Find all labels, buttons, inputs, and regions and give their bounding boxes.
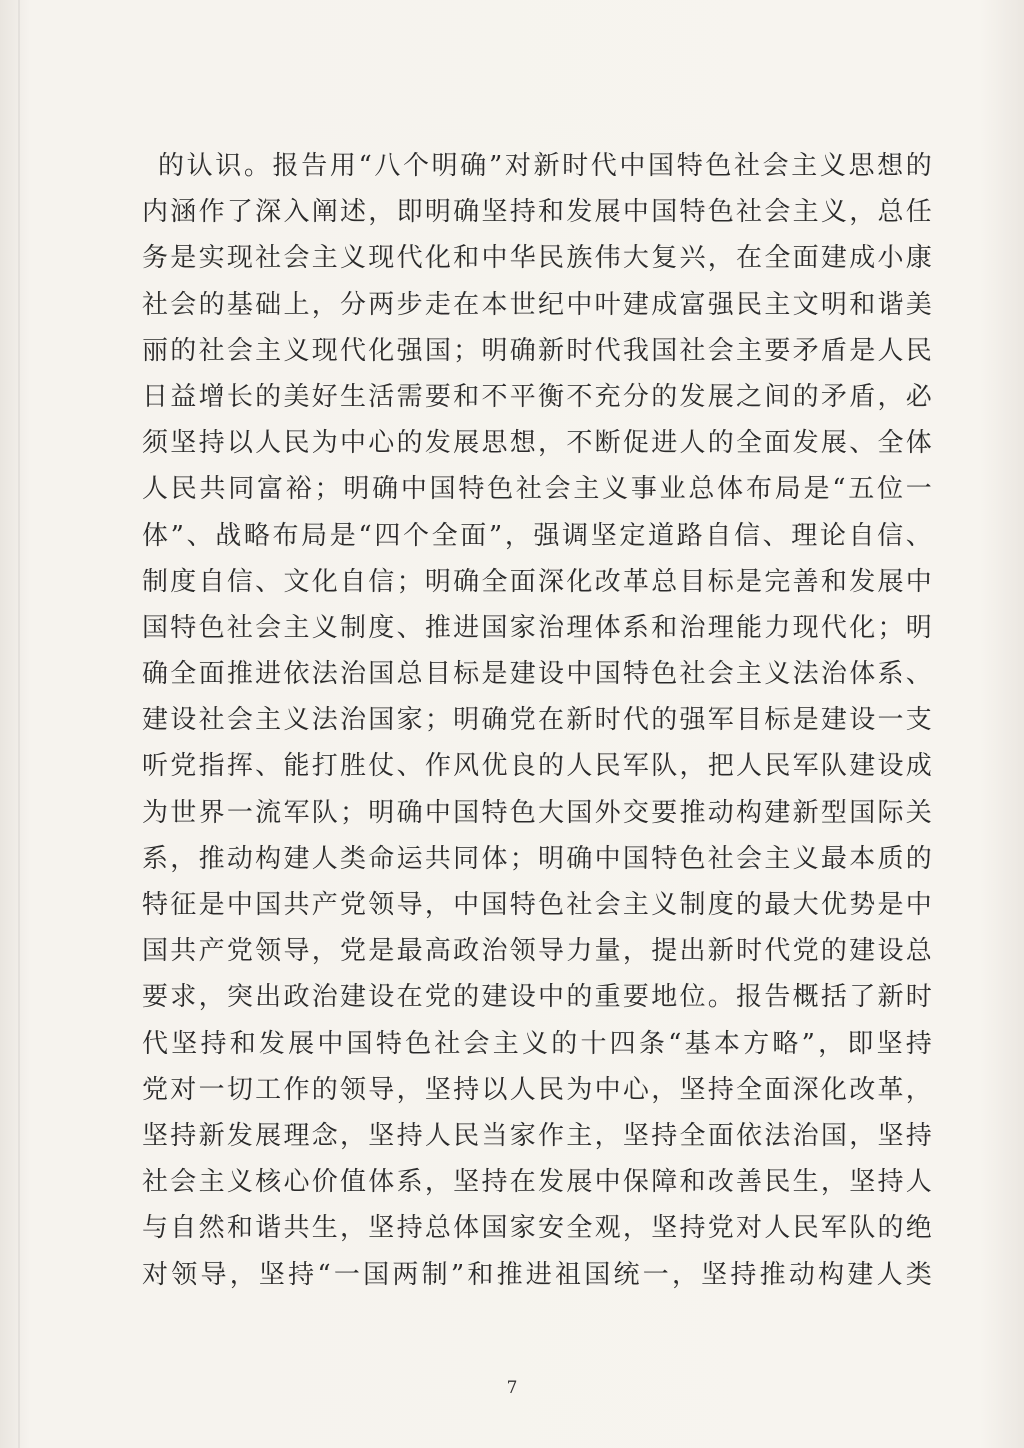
text-line: 社会主义核心价值体系，坚持在发展中保障和改善民生，坚持人 (142, 1167, 932, 1198)
text-line: 丽的社会主义现代化强国；明确新时代我国社会主要矛盾是人民 (142, 335, 932, 366)
text-line: 内涵作了深入阐述，即明确坚持和发展中国特色社会主义，总任 (142, 197, 932, 228)
page-number: 7 (506, 1378, 518, 1398)
text-line: 对领导，坚持“一国两制”和推进祖国统一，坚持推动构建人类 (142, 1259, 932, 1290)
text-line: 社会的基础上，分两步走在本世纪中叶建成富强民主文明和谐美 (142, 289, 932, 320)
text-line: 为世界一流军队；明确中国特色大国外交要推动构建新型国际关 (142, 797, 932, 828)
text-line: 国共产党领导，党是最高政治领导力量，提出新时代党的建设总 (142, 936, 932, 967)
text-line: 坚持新发展理念，坚持人民当家作主，坚持全面依法治国，坚持 (142, 1120, 932, 1151)
text-line: 日益增长的美好生活需要和不平衡不充分的发展之间的矛盾，必 (142, 381, 932, 412)
text-line: 确全面推进依法治国总目标是建设中国特色社会主义法治体系、 (142, 659, 932, 690)
text-line: 建设社会主义法治国家；明确党在新时代的强军目标是建设一支 (142, 705, 932, 736)
text-line: 人民共同富裕；明确中国特色社会主义事业总体布局是“五位一 (142, 474, 932, 505)
text-line: 体”、战略布局是“四个全面”，强调坚定道路自信、理论自信、 (142, 520, 932, 551)
text-line: 代坚持和发展中国特色社会主义的十四条“基本方略”，即坚持 (142, 1028, 932, 1059)
text-line: 须坚持以人民为中心的发展思想，不断促进人的全面发展、全体 (142, 428, 932, 459)
text-line: 要求，突出政治建设在党的建设中的重要地位。报告概括了新时 (142, 982, 932, 1013)
body-text (142, 143, 932, 1298)
text-line: 与自然和谐共生，坚持总体国家安全观，坚持党对人民军队的绝 (142, 1213, 932, 1244)
text-line: 务是实现社会主义现代化和中华民族伟大复兴，在全面建成小康 (142, 243, 932, 274)
text-line: 系，推动构建人类命运共同体；明确中国特色社会主义最本质的 (142, 843, 932, 874)
text-line: 党对一切工作的领导，坚持以人民为中心，坚持全面深化改革， (142, 1074, 932, 1105)
text-line: 听党指挥、能打胜仗、作风优良的人民军队，把人民军队建设成 (142, 751, 932, 782)
text-line: 的认识。报告用“八个明确”对新时代中国特色社会主义思想的 (158, 151, 932, 181)
text-line: 国特色社会主义制度、推进国家治理体系和治理能力现代化；明 (142, 612, 932, 643)
text-line: 制度自信、文化自信；明确全面深化改革总目标是完善和发展中 (142, 566, 932, 597)
text-line: 特征是中国共产党领导，中国特色社会主义制度的最大优势是中 (142, 890, 932, 920)
